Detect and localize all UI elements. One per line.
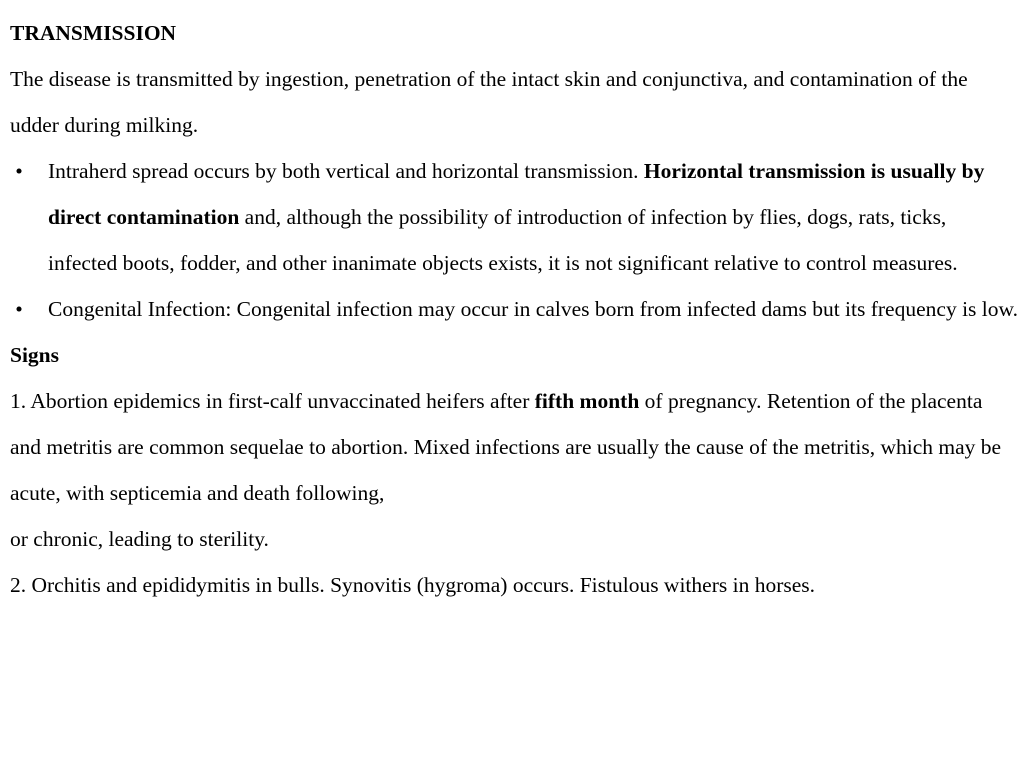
signs-item-1-post: of pregnancy. Retention of the placenta and metritis are common sequelae to abortion. Mixed infections are usually the cause of the metritis, which may be acute, with septicemia and death following, bbox=[10, 389, 1002, 505]
transmission-heading: TRANSMISSION bbox=[10, 21, 177, 45]
transmission-intro: The disease is transmitted by ingestion, penetration of the intact skin and conjunctiva, and contamination of the udder during milking. bbox=[10, 67, 968, 137]
signs-item-1-bold: fifth month bbox=[534, 389, 640, 413]
signs-item-1-pre: 1. Abortion epidemics in first-calf unvaccinated heifers after bbox=[10, 389, 535, 413]
signs-item-2: 2. Orchitis and epididymitis in bulls. Synovitis (hygroma) occurs. Fistulous withers in horses. bbox=[10, 573, 816, 597]
signs-item-1 bbox=[10, 378, 1018, 562]
signs-heading: Signs bbox=[10, 343, 60, 367]
bullet-icon: • bbox=[15, 297, 23, 321]
bullet-text: Congenital Infection: Congenital infection may occur in calves born from infected dams but its frequency is low. bbox=[48, 297, 1019, 321]
document-page bbox=[10, 10, 1018, 608]
transmission-bullet-list bbox=[10, 148, 1018, 332]
bullet-item-intraherd bbox=[10, 148, 1018, 286]
bullet-text-pre: Intraherd spread occurs by both vertical and horizontal transmission. bbox=[48, 159, 644, 183]
bullet-text-post: and, although the possibility of introduction of infection by flies, dogs, rats, ticks, infected boots, fodder, and other inanimate objects exists, it is not significant relative to control measures. bbox=[48, 205, 958, 275]
signs-item-1-line2: or chronic, leading to sterility. bbox=[10, 527, 269, 551]
bullet-item-congenital bbox=[10, 286, 1018, 332]
bullet-icon: • bbox=[15, 159, 23, 183]
bullet-text-bold: Horizontal transmission is usually by direct contamination bbox=[48, 159, 985, 229]
